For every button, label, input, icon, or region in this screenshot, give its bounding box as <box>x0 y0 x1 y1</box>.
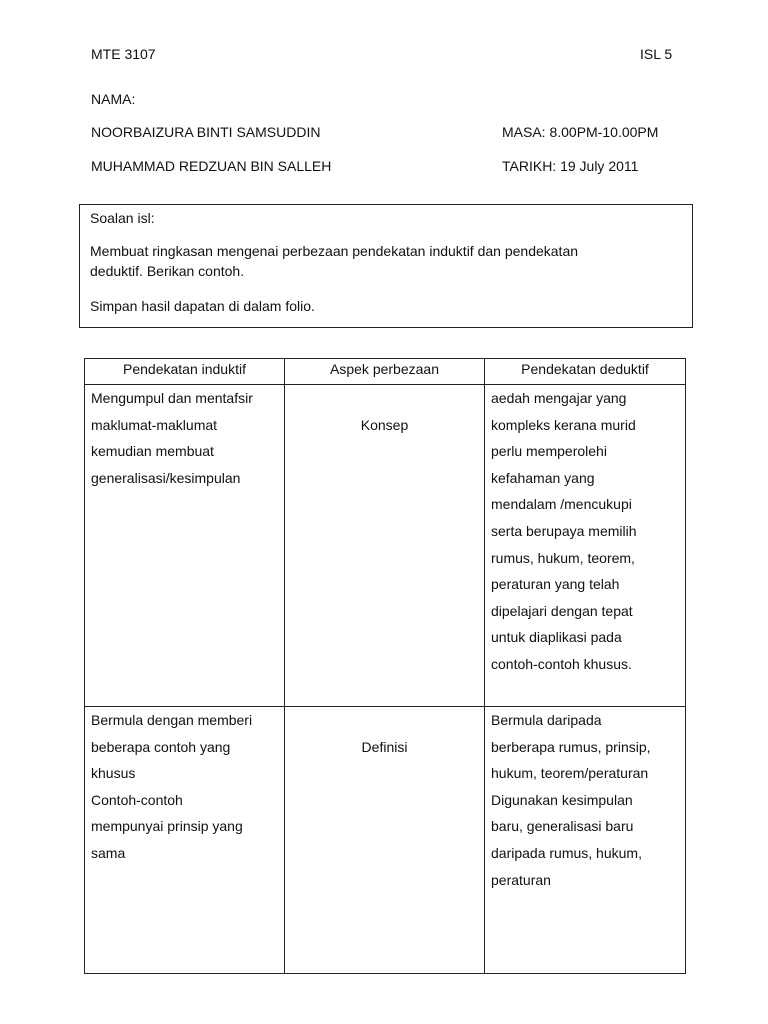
question-line-2: deduktif. Berikan contoh. <box>90 263 245 279</box>
nama-label: NAMA: <box>91 91 136 107</box>
cell-line: sama <box>91 844 126 861</box>
cell-line: Bermula dengan memberi <box>91 712 253 728</box>
cell-line: contoh-contoh khusus. <box>491 655 632 672</box>
cell-line: dipelajari dengan tepat <box>491 602 633 619</box>
aspek-konsep: Konsep <box>360 416 409 433</box>
table-row <box>85 707 686 974</box>
table-row <box>85 385 686 707</box>
cell-deduktif <box>485 707 686 974</box>
cell-induktif <box>85 385 285 707</box>
cell-line: untuk diaplikasi pada <box>491 629 622 646</box>
cell-line: peraturan <box>491 871 551 888</box>
course-code: MTE 3107 <box>91 46 156 62</box>
student-name-1: NOORBAIZURA BINTI SAMSUDDIN <box>91 124 321 140</box>
header-deduktif: Pendekatan deduktif <box>485 359 686 385</box>
cell-deduktif <box>485 385 686 707</box>
isl-label: ISL 5 <box>640 46 673 62</box>
cell-line: berberapa rumus, prinsip, <box>491 738 651 755</box>
question-line-3: Simpan hasil dapatan di dalam folio. <box>90 298 315 314</box>
table-header-row <box>85 359 686 385</box>
cell-line: generalisasi/kesimpulan <box>91 469 241 486</box>
cell-line: mendalam /mencukupi <box>491 496 632 513</box>
cell-line: kefahaman yang <box>491 469 595 486</box>
cell-line: perlu memperolehi <box>491 443 607 460</box>
tarikh-date: TARIKH: 19 July 2011 <box>502 158 639 174</box>
cell-line: Contoh-contoh <box>91 791 183 808</box>
aspek-definisi: Definisi <box>361 738 408 755</box>
cell-line: khusus <box>91 765 136 782</box>
header-induktif: Pendekatan induktif <box>85 359 285 385</box>
cell-line: hukum, teorem/peraturan <box>491 765 649 782</box>
comparison-table <box>84 358 686 974</box>
cell-line: mempunyai prinsip yang <box>91 818 243 835</box>
question-title: Soalan isl: <box>90 210 155 226</box>
cell-line: serta berupaya memilih <box>491 522 637 539</box>
cell-line: Bermula daripada <box>491 712 602 728</box>
cell-line: rumus, hukum, teorem, <box>491 549 635 566</box>
cell-line: Digunakan kesimpulan <box>491 791 633 808</box>
question-box <box>79 204 693 328</box>
masa-time: MASA: 8.00PM-10.00PM <box>502 124 659 140</box>
cell-line: daripada rumus, hukum, <box>491 844 642 861</box>
cell-line: aedah mengajar yang <box>491 390 627 406</box>
header-aspek: Aspek perbezaan <box>285 359 485 385</box>
cell-induktif <box>85 707 285 974</box>
question-line-1: Membuat ringkasan mengenai perbezaan pendekatan induktif dan pendekatan <box>90 243 579 259</box>
cell-line: beberapa contoh yang <box>91 738 231 755</box>
cell-line: peraturan yang telah <box>491 576 620 593</box>
cell-aspek <box>285 385 485 707</box>
cell-line: kompleks kerana murid <box>491 416 636 433</box>
cell-line: Mengumpul dan mentafsir <box>91 390 253 406</box>
cell-aspek <box>285 707 485 974</box>
cell-line: kemudian membuat <box>91 443 214 460</box>
student-name-2: MUHAMMAD REDZUAN BIN SALLEH <box>91 158 332 174</box>
cell-line: baru, generalisasi baru <box>491 818 634 835</box>
cell-line: maklumat-maklumat <box>91 416 218 433</box>
